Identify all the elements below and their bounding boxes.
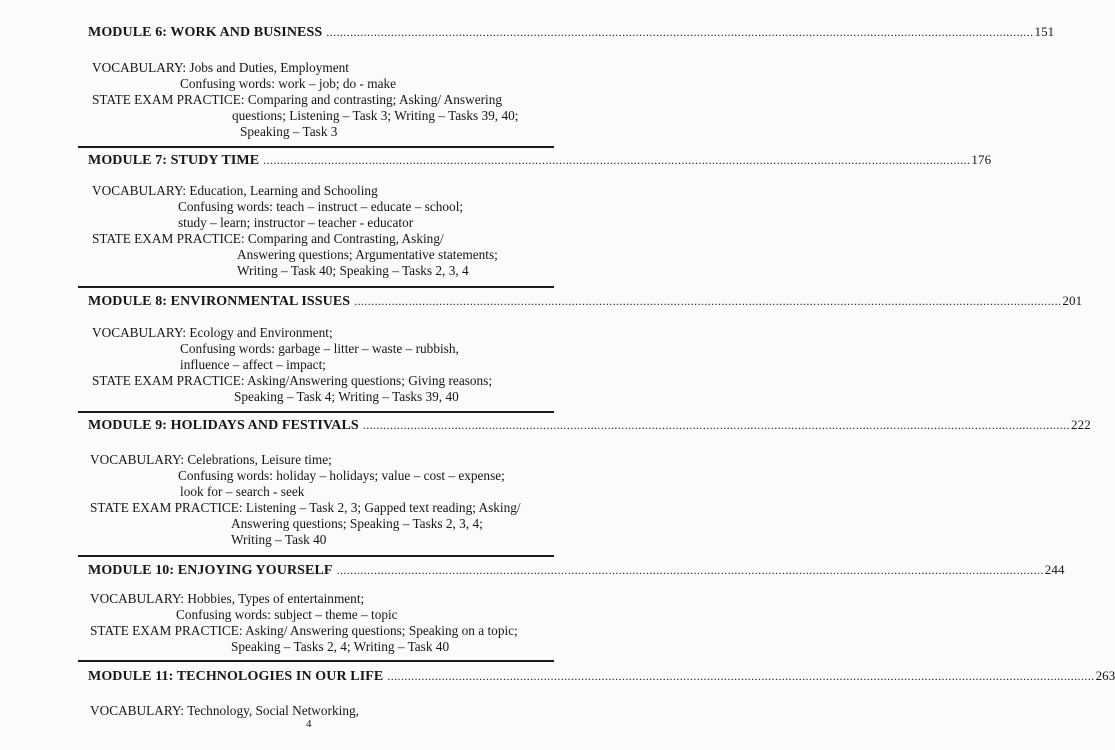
module-6-title: MODULE 6: WORK AND BUSINESS [88, 25, 323, 40]
module-11-line: VOCABULARY: Technology, Social Networking, [90, 703, 359, 718]
leader-dots: ................................................................................................................................................................................................................ [362, 418, 1071, 432]
module-8-page: 201 [1062, 293, 1083, 308]
module-9-title: MODULE 9: HOLIDAYS AND FESTIVALS [88, 418, 359, 433]
module-10-line: Speaking – Tasks 2, 4; Writing – Task 40 [231, 639, 450, 654]
module-8-title: MODULE 8: ENVIRONMENTAL ISSUES [88, 294, 351, 309]
module-8-line: Speaking – Task 4; Writing – Tasks 39, 40 [234, 389, 459, 404]
divider [78, 660, 554, 662]
module-6-line: STATE EXAM PRACTICE: Comparing and contrasting; Asking/ Answering [92, 92, 503, 107]
module-9-line: Writing – Task 40 [231, 532, 327, 547]
module-6-heading[interactable] [88, 24, 1055, 44]
module-7-line: Answering questions; Argumentative statements; [237, 247, 498, 262]
module-6-line: questions; Listening – Task 3; Writing – Tasks 39, 40; [232, 108, 519, 123]
module-11-title: MODULE 11: TECHNOLOGIES IN OUR LIFE [88, 669, 384, 684]
module-9-line: Confusing words: holiday – holidays; value – cost – expense; [178, 468, 505, 483]
leader-dots: ................................................................................................................................................................................................................ [336, 563, 1044, 577]
module-11-heading[interactable] [88, 668, 1115, 688]
module-7-line: VOCABULARY: Education, Learning and Schooling [92, 183, 378, 198]
page-number: 4 [306, 718, 312, 730]
module-7-line: study – learn; instructor – teacher - educator [178, 215, 414, 230]
module-8-line: Confusing words: garbage – litter – waste – rubbish, [180, 341, 459, 356]
module-6-line: VOCABULARY: Jobs and Duties, Employment [92, 60, 349, 75]
module-6-page: 151 [1034, 24, 1055, 39]
module-7-line: Writing – Task 40; Speaking – Tasks 2, 3, 4 [237, 263, 469, 278]
module-10-page: 244 [1044, 562, 1065, 577]
leader-dots: ................................................................................................................................................................................................................ [387, 669, 1095, 683]
module-7-heading[interactable] [88, 152, 992, 172]
module-8-heading[interactable] [88, 293, 1083, 313]
module-9-line: STATE EXAM PRACTICE: Listening – Task 2, 3; Gapped text reading; Asking/ [90, 500, 521, 515]
divider [78, 411, 554, 413]
module-8-line: STATE EXAM PRACTICE: Asking/Answering questions; Giving reasons; [92, 373, 493, 388]
leader-dots: ................................................................................................................................................................................................................ [354, 294, 1062, 308]
module-10-title: MODULE 10: ENJOYING YOURSELF [88, 563, 333, 578]
module-10-line: STATE EXAM PRACTICE: Asking/ Answering questions; Speaking on a topic; [90, 623, 518, 638]
module-7-line: Confusing words: teach – instruct – educate – school; [178, 199, 464, 214]
module-10-heading[interactable] [88, 562, 1065, 582]
divider [78, 286, 554, 288]
module-7-title: MODULE 7: STUDY TIME [88, 153, 260, 168]
module-9-heading[interactable] [88, 417, 1091, 437]
module-7-line: STATE EXAM PRACTICE: Comparing and Contrasting, Asking/ [92, 231, 444, 246]
module-6-line: Confusing words: work – job; do - make [180, 76, 397, 91]
divider [78, 555, 554, 557]
module-9-line: Answering questions; Speaking – Tasks 2, 3, 4; [231, 516, 483, 531]
module-10-line: VOCABULARY: Hobbies, Types of entertainment; [90, 591, 365, 606]
module-9-line: VOCABULARY: Celebrations, Leisure time; [90, 452, 332, 467]
leader-dots: ................................................................................................................................................................................................................ [326, 25, 1034, 39]
module-10-line: Confusing words: subject – theme – topic [176, 607, 398, 622]
module-7-page: 176 [971, 152, 992, 167]
module-11-page: 263 [1095, 668, 1115, 683]
module-9-line: look for – search - seek [180, 484, 305, 499]
module-8-line: influence – affect – impact; [180, 357, 326, 372]
module-8-line: VOCABULARY: Ecology and Environment; [92, 325, 333, 340]
leader-dots: ................................................................................................................................................................................................................ [263, 153, 971, 167]
module-6-line: Speaking – Task 3 [240, 124, 338, 139]
divider [78, 146, 554, 148]
module-9-page: 222 [1071, 417, 1091, 432]
